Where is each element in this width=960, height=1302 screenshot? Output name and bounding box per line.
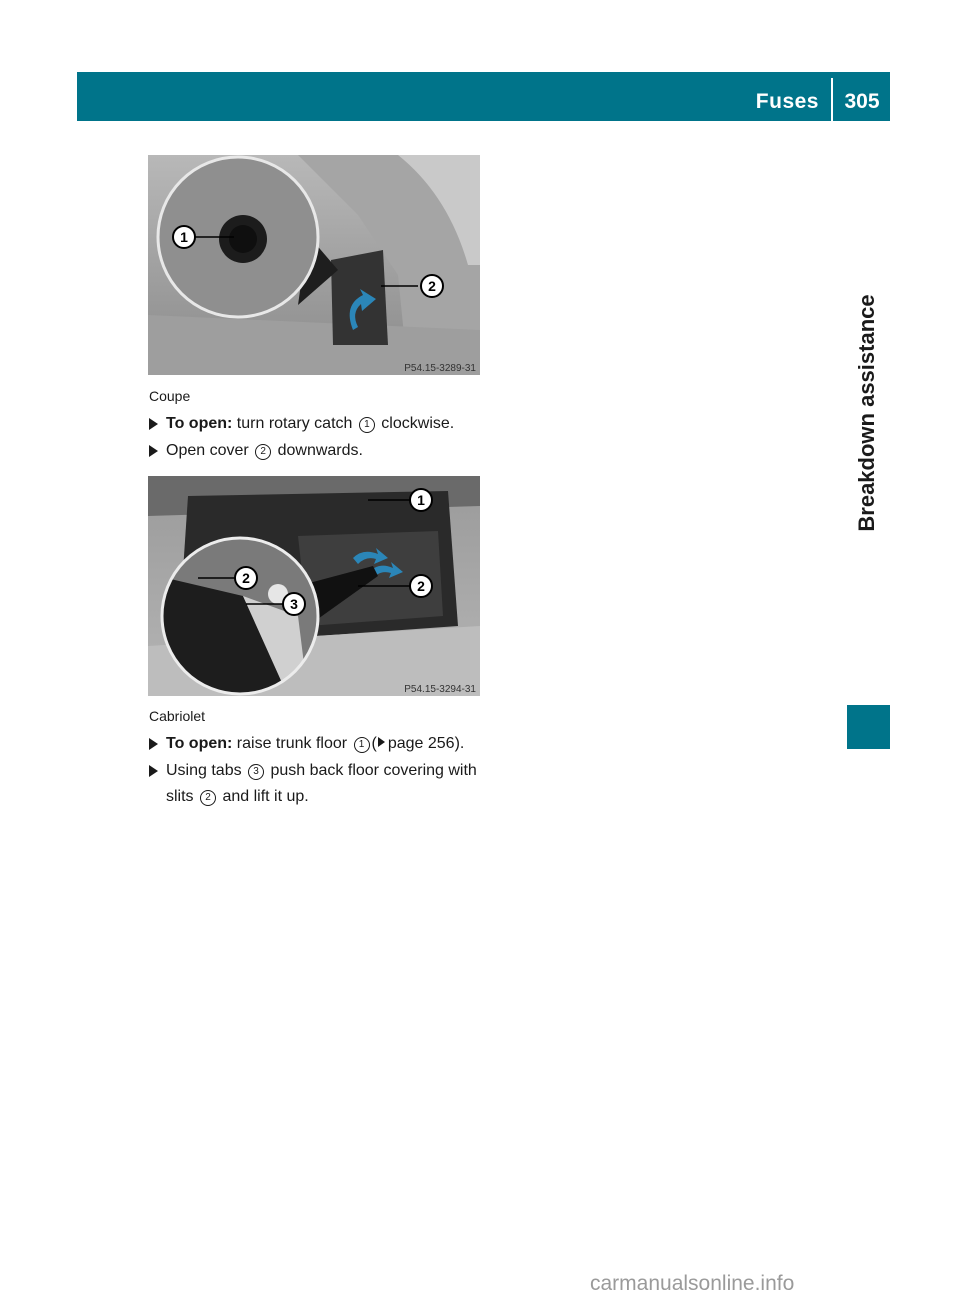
instruction-step: Open cover 2 downwards. (149, 438, 489, 464)
coupe-trunk-illustration (148, 155, 480, 375)
ref-number: 2 (200, 790, 216, 806)
ref-number: 2 (255, 444, 271, 460)
figure-caption-coupe: Coupe (149, 388, 191, 404)
chapter-label-text: Breakdown assistance (854, 294, 879, 532)
coupe-trunk-figure (148, 155, 480, 375)
instruction-step: Using tabs 3 push back floor covering with slits 2 and lift it up. (149, 758, 489, 810)
ref-number: 3 (248, 764, 264, 780)
figure-code: P54.15-3289-31 (404, 363, 476, 374)
figure-code: P54.15-3294-31 (404, 684, 476, 695)
ref-number: 1 (354, 737, 370, 753)
instruction-step: To open: raise trunk floor 1 ( page 256). (149, 731, 489, 757)
chapter-side-label (847, 128, 887, 698)
step-arrow-icon (149, 445, 158, 457)
figure-caption-cabriolet: Cabriolet (149, 708, 206, 724)
page-header (77, 72, 890, 121)
cabriolet-trunk-figure (148, 476, 480, 696)
page-number: 305 (844, 90, 880, 113)
callout-2: 2 (428, 278, 436, 294)
cabriolet-trunk-illustration (148, 476, 480, 696)
section-title: Fuses (755, 90, 819, 113)
callout-3: 3 (290, 596, 298, 612)
page-ref-triangle-icon (378, 737, 385, 747)
chapter-tab (847, 705, 890, 749)
watermark: carmanualsonline.info (590, 1272, 795, 1295)
ref-number: 1 (359, 417, 375, 433)
step-arrow-icon (149, 738, 158, 750)
callout-2: 2 (242, 570, 250, 586)
header-divider (831, 78, 833, 121)
callout-1: 1 (180, 229, 188, 245)
step-arrow-icon (149, 418, 158, 430)
callout-2: 2 (417, 578, 425, 594)
instruction-step: To open: turn rotary catch 1 clockwise. (149, 411, 489, 437)
step-arrow-icon (149, 765, 158, 777)
callout-1: 1 (417, 492, 425, 508)
